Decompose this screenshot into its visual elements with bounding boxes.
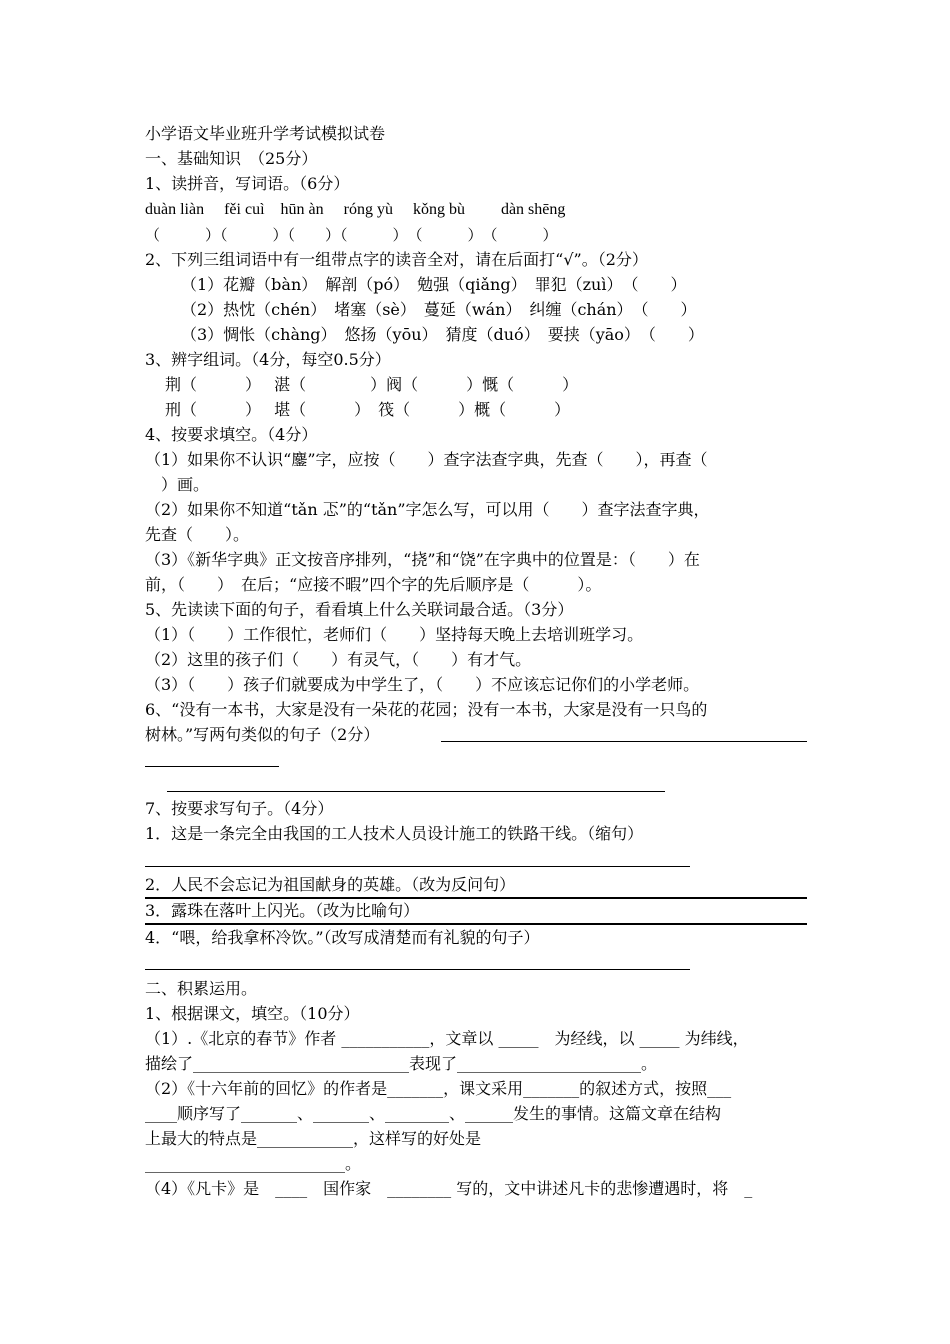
q7-answer-line [145,897,807,899]
q2-option-2: （2）热忱（chén） 堵塞（sè） 蔓延（wán） 纠缠（chán） （ ） [173,300,697,319]
q5-prompt: 5、先读读下面的句子，看看填上什么关联词最合适。（3分） [145,600,574,619]
p2-q1-line-2: 描绘了___________________________表现了_______________________。 [145,1054,658,1073]
q7-answer-line [145,866,690,867]
q4-line-3: （2）如果你不知道“tǎn 忑”的“tǎn”字怎么写，可以用（ ）查字法查字典， [145,500,710,519]
q3-row-2: 刑（ ） 堪（ ） 筏（ ）概（ ） [165,400,571,419]
q5-line-1: （1）（ ）工作很忙，老师们（ ）坚持每天晚上去培训班学习。 [145,625,644,644]
q7-item-1: 1．这是一条完全由我国的工人技术人员设计施工的铁路干线。（缩句） [145,824,644,843]
q7-prompt: 7、按要求写句子。（4分） [145,799,334,818]
q1-prompt: 1、读拼音，写词语。（6分） [145,174,350,193]
q4-prompt: 4、按要求填空。（4分） [145,425,318,444]
q5-line-2: （2）这里的孩子们（ ）有灵气，（ ）有才气。 [145,650,532,669]
q4-line-1: （1）如果你不认识“鏖”字，应按（ ）查字法查字典，先查（ ），再查（ [145,450,708,469]
p2-q1-line-3: （2）《十六年前的回忆》的作者是_______，课文采用_______的叙述方式，按照___ [145,1079,732,1098]
q7-item-3: 3．露珠在落叶上闪光。（改为比喻句） [145,901,420,920]
q7-answer-line [145,923,807,925]
p2-q1-line-4: ____顺序写了_______、_______、________、______发生的事情。这篇文章在结构 [145,1104,722,1123]
q2-option-1: （1）花瓣（bàn） 解剖（pó） 勉强（qiǎng） 罪犯（zuì） （ ） [173,275,687,294]
q5-line-3: （3）（ ）孩子们就要成为中学生了，（ ）不应该忘记你们的小学老师。 [145,675,700,694]
q4-line-4: 先查（ ）。 [145,525,250,544]
p2-q1-line-7: （4）《凡卡》是 ____ 国作家 ________ 写的，文中讲述凡卡的悲惨遭遇时，将 _ [145,1179,753,1198]
q7-answer-line [145,969,690,970]
p2-q1-line-5: 上最大的特点是____________，这样写的好处是 [145,1129,482,1148]
q7-item-2: 2．人民不会忘记为祖国献身的英雄。（改为反问句） [145,875,516,894]
q6-answer-line [145,766,279,767]
p2-q1-prompt: 1、根据课文，填空。（10分） [145,1004,360,1023]
p2-q1-line-1: （1）.《北京的春节》作者 ___________，文章以 _____ 为经线，以 _____ 为纬线， [145,1029,749,1048]
part1-heading: 一、基础知识 （25分） [145,149,318,168]
q4-line-5: （3）《新华字典》正文按音序排列，“挠”和“饶”在字典中的位置是：（ ）在 [145,550,700,569]
q6-answer-line [167,791,665,792]
q6-answer-line [441,741,807,742]
q6-line-1: 6、“没有一本书，大家是没有一朵花的花园；没有一本书，大家是没有一只鸟的 [145,700,708,719]
q2-prompt: 2、下列三组词语中有一组带点字的读音全对，请在后面打“√”。（2分） [145,250,648,269]
part2-heading: 二、积累运用。 [145,979,258,998]
p2-q1-line-6: _________________________。 [145,1154,362,1173]
q1-pinyin: duàn liàn fěi cuì hūn àn róng yù kǒng bù dàn shēng [145,201,566,218]
q2-option-3: （3）惆怅（chàng） 悠扬（yōu） 猜度（duó） 要挟（yāo） （ ） [173,325,704,344]
q3-row-1: 荆（ ） 湛（ ）阀（ ）慨（ ） [165,375,579,394]
q4-line-2: ）画。 [145,475,210,494]
q6-line-2: 树林。”写两句类似的句子（2分） [145,725,380,744]
q1-answer-blanks: （ ）（ ）（ ）（ ） （ ） （ ） [145,226,558,244]
q7-item-4: 4．“喂，给我拿杯冷饮。”（改写成清楚而有礼貌的句子） [145,928,540,947]
q3-prompt: 3、辨字组词。（4分，每空0.5分） [145,350,391,369]
exam-title: 小学语文毕业班升学考试模拟试卷 [145,124,386,143]
q4-line-6: 前，（ ） 在后；“应接不暇”四个字的先后顺序是（ ）。 [145,575,602,594]
